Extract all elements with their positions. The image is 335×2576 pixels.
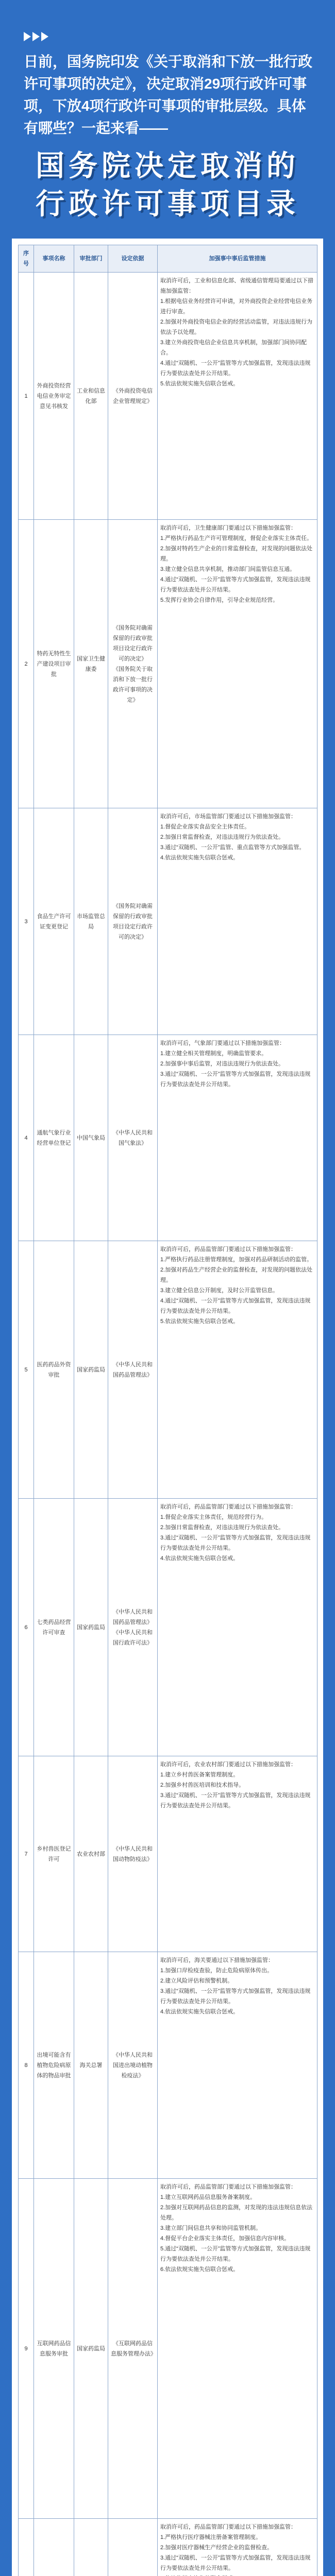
cell-measures: 取消许可后，药品监管部门要通过以下措施加强监管： 1.严格执行药品注册管理制度，加强对药品研制活动的监管。 2.加强对药品生产经营企业的监督检查，对发现的问题依法处理。 3.建立健全信息公开制度，及时公开监管信息。 4.通过“双随机、一公开”监管等方式加强监管，发现违法违规行为要依法查处并公开结果。 5.依法依规实施失信联合惩戒。 [158,1241,317,1499]
table-row [19,520,317,808]
cell-measures: 取消许可后，卫生健康部门要通过以下措施加强监管： 1.严格执行药品生产许可管理制度，督促企业落实主体责任。 2.加强对特药生产企业的日常监督检查，对发现的问题依法处理。 3.建立健全信息共享机制，推动部门间监管信息互通。 4.通过“双随机、一公开”监管等方式加强监管，发现违法违规行为要依法查处并公开结果。 5.发挥行业协会自律作用，引导企业规范经营。 [158,520,317,808]
cell-dept: 海关总署 [74,1952,108,2179]
cell-dept: 市场监管总局 [74,808,108,1035]
cell-measures: 取消许可后，药品监管部门要通过以下措施加强监管： 1.督促企业落实主体责任，规范经营行为。 2.加强日常监督检查，对违法违规行为依法查处。 3.通过“双随机、一公开”监管等方式加强监管，发现违法违规行为要依法查处并公开结果。 4.依法依规实施失信联合惩戒。 [158,1499,317,1756]
cell-dept: 国家卫生健康委 [74,520,108,808]
table-row [19,1756,317,1952]
cell-no [19,2519,34,2576]
permits-table [18,245,317,2576]
banner-title-line1: 国务院决定取消的 [36,149,299,182]
cell-basis: 《中华人民共和国气象法》 [108,1035,158,1241]
cell-no: 3 [19,808,34,1035]
table-row [19,1499,317,1756]
cell-no: 2 [19,520,34,808]
header-cell: 序号 [19,245,34,273]
header-cell: 事项名称 [34,245,74,273]
table-row [19,2519,317,2576]
table-row [19,1035,317,1241]
cell-measures: 取消许可后，药品监管部门要通过以下措施加强监管： 1.建立互联网药品信息服务备案制度。 2.加强对互联网药品信息的监测，对发现的违法违规信息依法处理。 3.建立部门间信息共享和协同监管机制。 4.督促平台企业落实主体责任，加强信息内容审核。 5.通过“双随机、一公开”监管等方式加强监管，发现违法违规行为要依法查处并公开结果。 6.依法依规实施失信联合惩戒。 [158,2179,317,2519]
cell-basis: 《国务院对确需保留的行政审批项目设定行政许可的决定》 [108,808,158,1035]
cell-basis: 《中华人民共和国药品管理法》 《中华人民共和国行政许可法》 [108,1499,158,1756]
table-header-row [19,245,317,273]
cell-basis: 《中华人民共和国药品管理法》 [108,1241,158,1499]
cell-name: 食品生产许可证变更登记 [34,808,74,1035]
header-cell: 设定依据 [108,245,158,273]
cell-no: 8 [19,1952,34,2179]
cell-dept: 工业和信息化部 [74,273,108,520]
table-container [12,239,323,2576]
cell-no: 5 [19,1241,34,1499]
cell-measures: 取消许可后，农业农村部门要通过以下措施加强监管： 1.建立乡村兽医备案管理制度。 2.加强乡村兽医培训和技术指导。 3.通过“双随机、一公开”监管等方式加强监管，发现违法违规行为要依法查处并公开结果。 [158,1756,317,1952]
cell-basis: 《互联网药品信息服务管理办法》 [108,2179,158,2519]
cell-name [34,2519,74,2576]
cell-name: 特药无特性生产建设项目审批 [34,520,74,808]
cell-basis: 《中华人民共和国进出境动植物检疫法》 [108,1952,158,2179]
cell-dept: 中国气象局 [74,1035,108,1241]
cell-dept: 国家药监局 [74,1499,108,1756]
cell-dept: 农业农村部 [74,1756,108,1952]
cell-no: 6 [19,1499,34,1756]
cell-measures: 取消许可后，药品监管部门要通过以下措施加强监管： 1.严格执行医疗器械注册备案管理制度。 2.加强对医疗器械生产经营企业的监督检查。 3.通过“双随机、一公开”监管等方式加强监管，发现违法违规行为要依法查处并公开结果。 [158,2519,317,2576]
table-row [19,808,317,1035]
cell-name: 通航气象行业经营单位登记 [34,1035,74,1241]
cell-dept: 国家药监局 [74,2179,108,2519]
table-row [19,2179,317,2519]
header-cell: 加强事中事后监管措施 [158,245,317,273]
cell-dept [74,2519,108,2576]
cell-name: 乡村兽医登记许可 [34,1756,74,1952]
cell-dept: 国家药监局 [74,1241,108,1499]
cell-name: 外商投资经营电信业务审定意见书核发 [34,273,74,520]
header-cell: 审批部门 [74,245,108,273]
table-row [19,1952,317,2179]
cell-no: 4 [19,1035,34,1241]
cell-name: 医药药品外资审批 [34,1241,74,1499]
header [0,0,335,220]
cell-name: 互联网药品信息服务审批 [34,2179,74,2519]
intro-text: 日前，国务院印发《关于取消和下放一批行政许可事项的决定》，决定取消29项行政许可事项，下放4项行政许可事项的审批层级。具体有哪些？一起来看—— [24,54,313,136]
title-banner [15,143,320,221]
cell-no: 9 [19,2179,34,2519]
cell-name: 出境可能含有植物危险病原体的物品审批 [34,1952,74,2179]
cell-measures: 取消许可后，市场监管部门要通过以下措施加强监管： 1.督促企业落实食品安全主体责任。 2.加强日常监督检查，对违法违规行为依法查处。 3.通过“双随机、一公开”监管、重点监管等方式加强监管。 4.依法依规实施失信联合惩戒。 [158,808,317,1035]
cell-no: 7 [19,1756,34,1952]
cell-basis: 《外商投资电信企业管理规定》 [108,273,158,520]
cell-measures: 取消许可后，海关要通过以下措施加强监管： 1.加强口岸检疫查验，防止危险病原体传出。 2.建立风险评估和预警机制。 3.通过“双随机、一公开”监管等方式加强监管，发现违法违规行为要依法查处并公开结果。 4.依法依规实施失信联合惩戒。 [158,1952,317,2179]
cell-name: 七类药品经营许可审查 [34,1499,74,1756]
cell-basis [108,2519,158,2576]
arrow-icons [24,32,48,41]
banner-title-line2: 行政许可事项目录 [36,188,299,220]
cell-basis: 《国务院对确需保留的行政审批项目设定行政许可的决定》 《国务院关于取消和下放一批行政许可事项的决定》 [108,520,158,808]
cell-no: 1 [19,273,34,520]
table-row [19,273,317,520]
cell-measures: 取消许可后，工业和信息化部、省级通信管理局要通过以下措施加强监管： 1.根据电信业务经营许可申请，对外商投资企业经营电信业务进行审查。 2.加强对外商投资电信企业的经营活动监管，对违法违规行为依法予以处理。 3.建立外商投资电信企业信息共享机制，加强部门间协同配合。 4.通过“双随机、一公开”监管等方式加强监管，发现违法违规行为要依法查处并公开结果。 5.依法依规实施失信联合惩戒。 [158,273,317,520]
cell-basis: 《中华人民共和国动物防疫法》 [108,1756,158,1952]
table-row [19,1241,317,1499]
cell-measures: 取消许可后，气象部门要通过以下措施加强监管： 1.建立健全相关管理制度，明确监管要求。 2.加强事中事后监管，对违法违规行为依法查处。 3.通过“双随机、一公开”监管等方式加强监管，发现违法违规行为要依法查处并公开结果。 [158,1035,317,1241]
